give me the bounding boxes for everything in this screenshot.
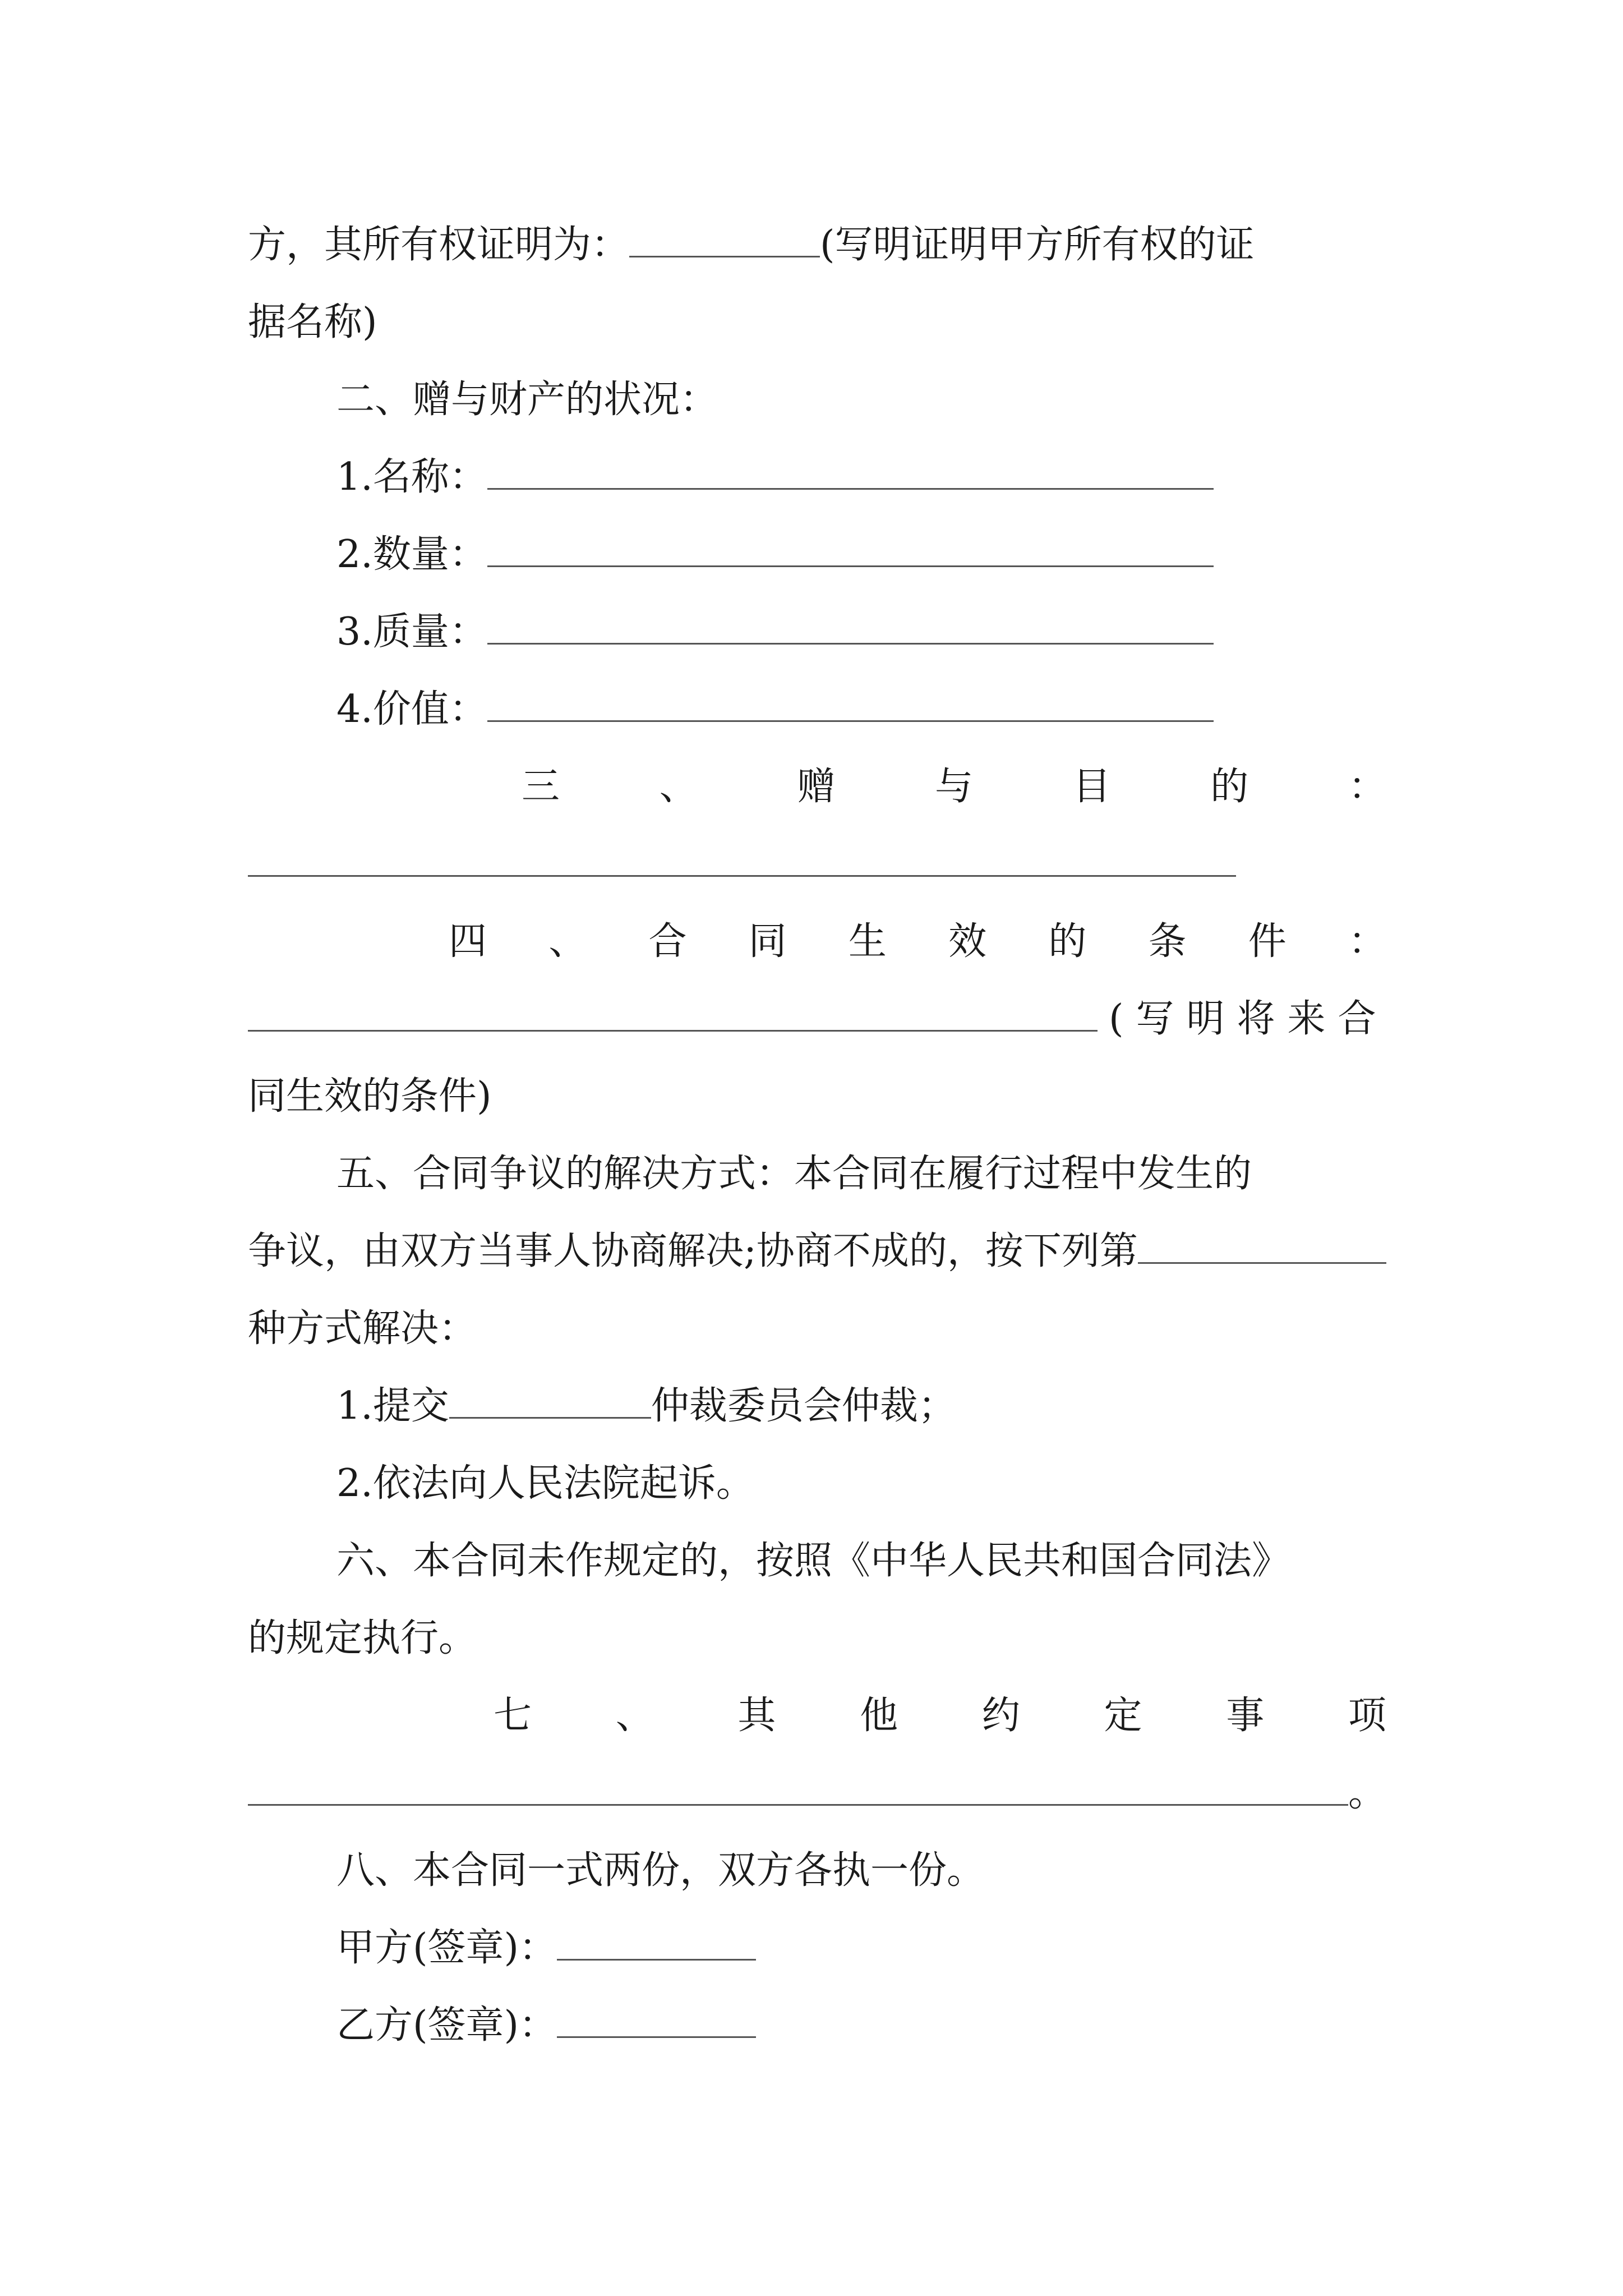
section-6-line2 xyxy=(248,1600,1386,1677)
section-8-line xyxy=(336,1832,1386,1910)
s7-char: 他 xyxy=(860,1694,898,1738)
dispute-text-2: 争议，由双方当事人协商解决;协商不成的，按下列第 xyxy=(248,1229,1138,1273)
party-a-blank xyxy=(557,1924,756,1961)
dispute-text-1: 五、合同争议的解决方式：本合同在履行过程中发生的 xyxy=(336,1152,1252,1196)
purpose-blank xyxy=(248,840,1236,877)
s7-char: 事 xyxy=(1226,1694,1265,1738)
item-value-label: 4.价值： xyxy=(336,687,487,731)
ownership-text: 方，其所有权证明为： xyxy=(248,223,630,267)
section-4-end xyxy=(248,1058,1386,1135)
s4-char: 同 xyxy=(748,919,787,964)
condition-blank xyxy=(248,995,1098,1032)
ownership-line xyxy=(248,206,1386,284)
party-a-signature-line xyxy=(336,1910,1386,1987)
option-2-line xyxy=(336,1445,1386,1522)
item-quantity-line xyxy=(336,516,1386,593)
item-value-blank xyxy=(487,685,1214,722)
section-5-line2 xyxy=(248,1213,1386,1290)
item-name-label: 1.名称： xyxy=(336,455,487,499)
s4-char: 的 xyxy=(1048,919,1087,964)
s3-char: 目 xyxy=(1072,765,1111,809)
copies-text: 八、本合同一式两份，双方各执一份。 xyxy=(336,1848,985,1893)
section-5-line3 xyxy=(248,1290,1386,1368)
section-2-text: 二、赠与财产的状况： xyxy=(336,378,718,422)
option-1-line xyxy=(336,1368,1386,1445)
condition-note-end: 同生效的条件) xyxy=(248,1074,492,1119)
s4-char: 条 xyxy=(1148,919,1187,964)
law-text-2: 的规定执行。 xyxy=(248,1616,477,1660)
option-2-text: 2.依法向人民法院起诉。 xyxy=(336,1461,754,1506)
s4-char: ： xyxy=(1348,919,1386,964)
item-quality-label: 3.质量： xyxy=(336,610,487,654)
section-3-heading xyxy=(522,748,1386,826)
s4-char: 合 xyxy=(648,919,687,964)
s4-char: 效 xyxy=(948,919,987,964)
s4-char: 生 xyxy=(848,919,887,964)
s7-char: 七 xyxy=(494,1694,532,1738)
s7-char: 定 xyxy=(1104,1694,1142,1738)
other-matters-end: 。 xyxy=(1348,1771,1386,1815)
item-quantity-label: 2.数量： xyxy=(336,532,487,577)
method-number-blank xyxy=(1138,1227,1386,1264)
section-7-blank-line xyxy=(248,1755,1386,1832)
option-1-text: 仲裁委员会仲裁； xyxy=(651,1384,956,1428)
item-name-blank xyxy=(487,453,1214,490)
s3-char: 、 xyxy=(659,765,698,809)
s7-char: 、 xyxy=(615,1694,654,1738)
section-3-blank-line xyxy=(248,826,1386,903)
item-quantity-blank xyxy=(487,531,1214,567)
ownership-note-end: 据名称) xyxy=(248,300,377,344)
dispute-text-3: 种方式解决： xyxy=(248,1306,477,1351)
party-b-signature-line xyxy=(336,1987,1386,2064)
item-value-line xyxy=(336,671,1386,748)
s3-char: 与 xyxy=(934,765,973,809)
ownership-blank xyxy=(629,221,820,257)
section-2-heading xyxy=(336,361,1386,439)
section-7-heading xyxy=(494,1677,1386,1755)
s4-char: 件 xyxy=(1248,919,1287,964)
section-5-line1 xyxy=(336,1135,1386,1213)
s4-char: 、 xyxy=(548,919,587,964)
party-b-blank xyxy=(557,2001,756,2038)
s3-char: ： xyxy=(1348,765,1386,809)
item-quality-line xyxy=(336,593,1386,671)
s3-char: 三 xyxy=(522,765,560,809)
option-1-label: 1.提交 xyxy=(336,1384,449,1428)
item-quality-blank xyxy=(487,608,1214,645)
s7-char: 约 xyxy=(981,1694,1020,1738)
law-text-1: 六、本合同未作规定的，按照《中华人民共和国合同法》 xyxy=(336,1539,1290,1583)
item-name-line xyxy=(336,439,1386,516)
party-b-label: 乙方(签章)： xyxy=(336,2003,557,2047)
ownership-note: (写明证明甲方所有权的证 xyxy=(820,223,1255,267)
arbitration-blank xyxy=(449,1382,651,1419)
s7-char: 其 xyxy=(737,1694,776,1738)
section-4-cont xyxy=(248,981,1389,1058)
other-matters-blank xyxy=(248,1769,1348,1806)
s7-char: 项 xyxy=(1348,1694,1386,1738)
s3-char: 赠 xyxy=(797,765,836,809)
ownership-note-cont xyxy=(248,284,1386,361)
section-4-heading xyxy=(449,903,1386,981)
condition-note: (写明将来合 xyxy=(1109,997,1389,1041)
section-6-line1 xyxy=(336,1522,1386,1600)
s4-char: 四 xyxy=(449,919,487,964)
party-a-label: 甲方(签章)： xyxy=(336,1926,557,1970)
s3-char: 的 xyxy=(1210,765,1249,809)
